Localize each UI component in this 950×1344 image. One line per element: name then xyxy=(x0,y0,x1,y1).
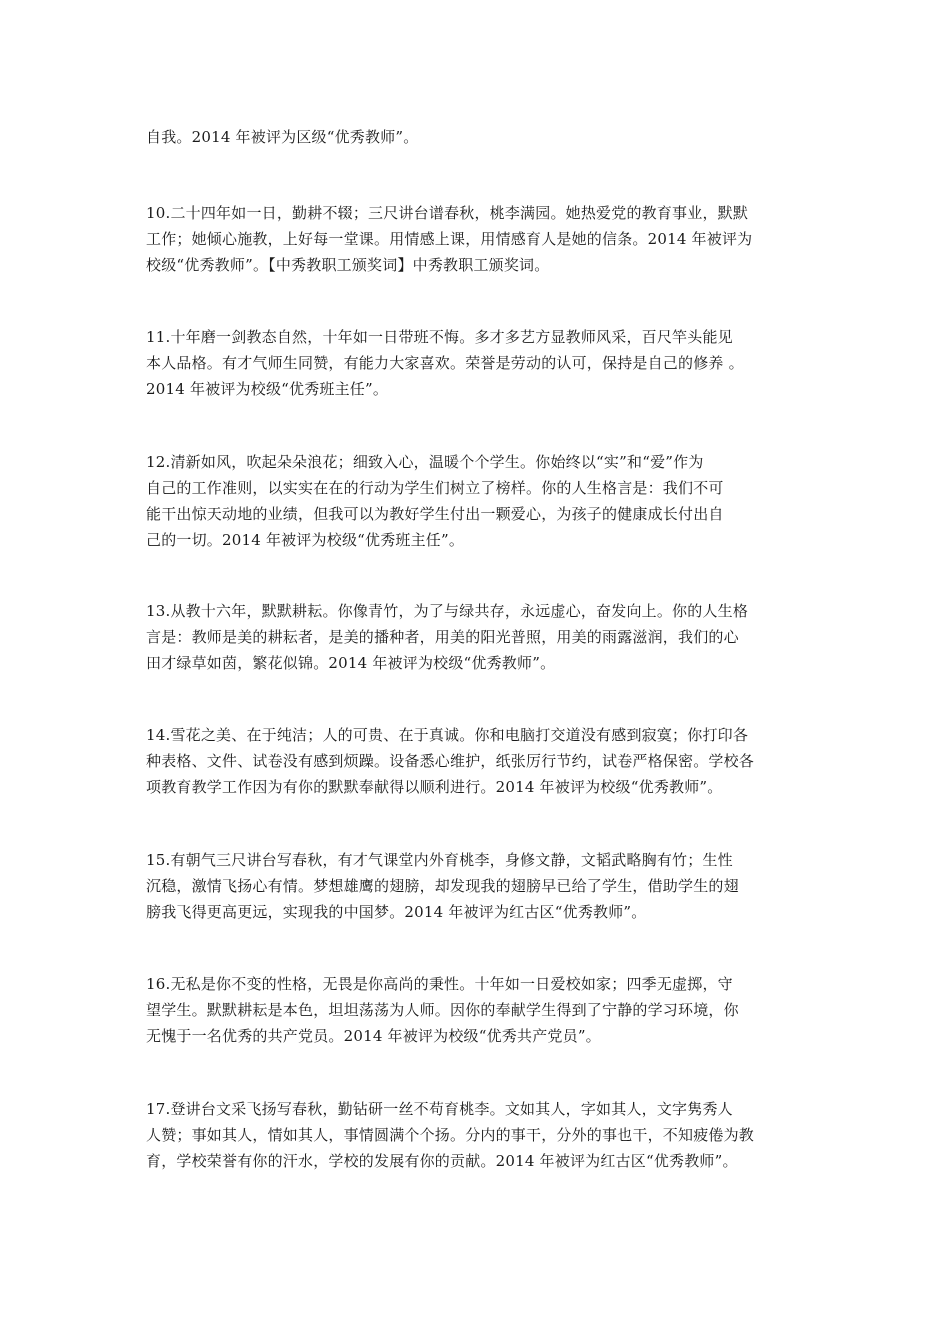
text-line: 14.雪花之美、在于纯洁；人的可贵、在于真诚。你和电脑打交道没有感到寂寞；你打印各 xyxy=(146,726,749,744)
text-line: 17.登讲台文采飞扬写春秋，勤钻研一丝不苟育桃李。文如其人，字如其人，文字隽秀人 xyxy=(146,1100,733,1118)
paragraph-17 xyxy=(146,1096,818,1174)
text-line: 无愧于一名优秀的共产党员。2014 年被评为校级“优秀共产党员”。 xyxy=(146,1027,601,1045)
text-line: 人赞；事如其人，情如其人，事情圆满个个扬。分内的事干，分外的事也干，不知疲倦为教 xyxy=(146,1126,755,1144)
text-line: 本人品格。有才气师生同赞，有能力大家喜欢。荣誉是劳动的认可，保持是自己的修养 。 xyxy=(146,354,744,372)
text-line: 校级“优秀教师”。【中秀教职工颁奖词】中秀教职工颁奖词。 xyxy=(146,256,550,274)
paragraph-16 xyxy=(146,971,818,1049)
text-line: 膀我飞得更高更远，实现我的中国梦。2014 年被评为红古区“优秀教师”。 xyxy=(146,903,647,921)
text-line: 自我。2014 年被评为区级“优秀教师”。 xyxy=(146,128,419,146)
text-line: 田才绿草如茵，繁花似锦。2014 年被评为校级“优秀教师”。 xyxy=(146,654,556,672)
text-line: 工作；她倾心施教，上好每一堂课。用情感上课，用情感育人是她的信条。2014 年被评为 xyxy=(146,230,753,248)
text-line: 种表格、文件、试卷没有感到烦躁。设备悉心维护，纸张厉行节约，试卷严格保密。学校各 xyxy=(146,752,755,770)
paragraph-14 xyxy=(146,722,818,800)
paragraph-intro xyxy=(146,124,818,150)
text-line: 16.无私是你不变的性格，无畏是你高尚的秉性。十年如一日爱校如家；四季无虚掷，守 xyxy=(146,975,733,993)
text-line: 12.清新如风，吹起朵朵浪花；细致入心，温暖个个学生。你始终以“实”和“爱”作为 xyxy=(146,453,704,471)
paragraph-11 xyxy=(146,324,818,402)
paragraph-15 xyxy=(146,847,818,925)
text-line: 13.从教十六年，默默耕耘。你像青竹，为了与绿共存，永远虚心，奋发向上。你的人生格 xyxy=(146,602,749,620)
text-line: 11.十年磨一剑教态自然，十年如一日带班不悔。多才多艺方显教师风采，百尺竿头能见 xyxy=(146,328,733,346)
text-line: 己的一切。2014 年被评为校级“优秀班主任”。 xyxy=(146,531,465,549)
text-line: 自己的工作准则，以实实在在的行动为学生们树立了榜样。你的人生格言是：我们不可 xyxy=(146,479,724,497)
paragraph-13 xyxy=(146,598,818,676)
text-line: 10.二十四年如一日，勤耕不辍；三尺讲台谱春秋，桃李满园。她热爱党的教育事业，默默 xyxy=(146,204,749,222)
text-line: 项教育教学工作因为有你的默默奉献得以顺利进行。2014 年被评为校级“优秀教师”。 xyxy=(146,778,723,796)
text-line: 言是：教师是美的耕耘者，是美的播种者，用美的阳光普照，用美的雨露滋润，我们的心 xyxy=(146,628,739,646)
text-line: 望学生。默默耕耘是本色，坦坦荡荡为人师。因你的奉献学生得到了宁静的学习环境，你 xyxy=(146,1001,739,1019)
text-line: 2014 年被评为校级“优秀班主任”。 xyxy=(146,380,389,398)
paragraph-12 xyxy=(146,449,818,553)
text-line: 沉稳，激情飞扬心有情。梦想雄鹰的翅膀，却发现我的翅膀早已给了学生，借助学生的翅 xyxy=(146,877,739,895)
text-line: 15.有朝气三尺讲台写春秋，有才气课堂内外育桃李，身修文静，文韬武略胸有竹；生性 xyxy=(146,851,733,869)
text-line: 能干出惊天动地的业绩，但我可以为教好学生付出一颗爱心，为孩子的健康成长付出自 xyxy=(146,505,724,523)
text-line: 育，学校荣誉有你的汗水，学校的发展有你的贡献。2014 年被评为红古区“优秀教师”。 xyxy=(146,1152,738,1170)
paragraph-10 xyxy=(146,200,818,278)
